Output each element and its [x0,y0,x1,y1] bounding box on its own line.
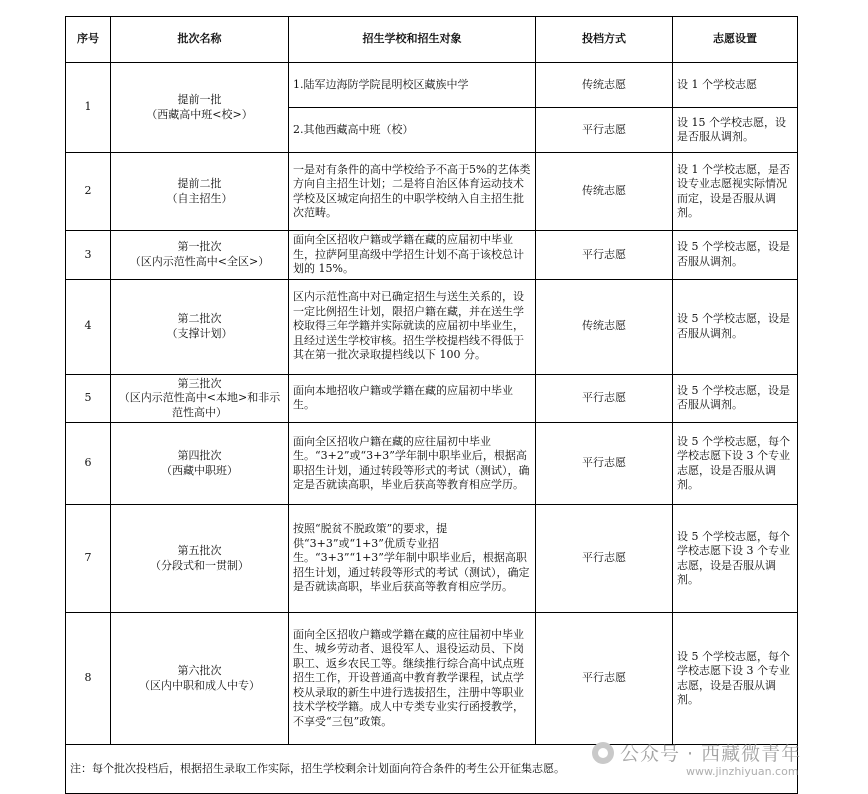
row-target: 按照“脱贫不脱政策”的要求，提供“3+3”或“1+3”优质专业招生。“3+3”“1+3”学年制中职毕业后，根据高职招生计划，通过转段等形式的考试（测试），确定是否就读高职，毕业后获高等教育相应学历。 [289,505,536,613]
row-setting: 设 1 个学校志愿 [673,63,798,108]
row-target: 面向本地招收户籍或学籍在藏的应届初中毕业生。 [289,374,536,423]
watermark [592,738,860,782]
row-target: 面向全区招收户籍或学籍在藏的应届初中毕业生，拉萨阿里高级中学招生计划不高于该校总计划的 15%。 [289,231,536,280]
table-row [66,374,798,423]
wechat-logo-icon [592,742,614,764]
admission-table [65,16,798,794]
table-row [66,505,798,613]
row-batch: 第二批次 （支撑计划） [111,279,289,374]
row-no: 7 [66,505,111,613]
row-setting: 设 5 个学校志愿，设是否服从调剂。 [673,231,798,280]
row-setting: 设 15 个学校志愿，设是否服从调剂。 [673,108,798,153]
row-batch: 提前二批 （自主招生） [111,153,289,231]
watermark-text: 公众号 · 西藏微青年 [620,743,802,765]
table-row [66,63,798,108]
row-no: 5 [66,374,111,423]
header-target: 招生学校和招生对象 [289,17,536,63]
row-target: 面向全区招收户籍或学籍在藏的应往届初中毕业生、城乡劳动者、退役军人、退役运动员、下岗职工、返乡农民工等。继续推行综合高中试点班招生工作，开设普通高中教育教学课程，试点学校从录取的新生中进行选拔招生，注册中等职业技术学校学籍。成人中专类专业实行函授教学，不享受“三包”政策。 [289,613,536,745]
table-row [66,279,798,374]
row-method: 平行志愿 [536,505,673,613]
row-setting: 设 5 个学校志愿，设是否服从调剂。 [673,374,798,423]
row-no: 3 [66,231,111,280]
row-setting: 设 1 个学校志愿，是否设专业志愿视实际情况而定，设是否服从调剂。 [673,153,798,231]
row-target: 面向全区招收户籍在藏的应往届初中毕业生。“3+2”或“3+3”学年制中职毕业后，根据高职招生计划，通过转段等形式的考试（测试），确定是否就读高职，毕业后获高等教育相应学历。 [289,423,536,505]
row-method: 平行志愿 [536,374,673,423]
row-batch: 第四批次 （西藏中职班） [111,423,289,505]
row-target: 2.其他西藏高中班（校） [289,108,536,153]
row-no: 2 [66,153,111,231]
table-row [66,153,798,231]
row-no: 1 [66,63,111,153]
row-no: 8 [66,613,111,745]
row-setting: 设 5 个学校志愿，每个学校志愿下设 3 个专业志愿，设是否服从调剂。 [673,423,798,505]
row-setting: 设 5 个学校志愿，每个学校志愿下设 3 个专业志愿，设是否服从调剂。 [673,613,798,745]
row-method: 平行志愿 [536,231,673,280]
row-batch: 第三批次 （区内示范性高中<本地>和非示范性高中） [111,374,289,423]
row-method: 平行志愿 [536,423,673,505]
row-method: 传统志愿 [536,153,673,231]
row-method: 传统志愿 [536,279,673,374]
row-method: 平行志愿 [536,613,673,745]
row-batch: 提前一批 （西藏高中班<校>） [111,63,289,153]
table-note: 注：每个批次投档后，根据招生录取工作实际，招生学校剩余计划面向符合条件的考生公开征集志愿。 [66,745,798,794]
header-batch: 批次名称 [111,17,289,63]
row-method: 传统志愿 [536,63,673,108]
row-method: 平行志愿 [536,108,673,153]
table-row [66,423,798,505]
row-target: 区内示范性高中对已确定招生与送生关系的，设一定比例招生计划，限招户籍在藏，并在送生学校取得三年学籍并实际就读的应届初中毕业生，且经过送生学校审核。招生学校提档线不得低于其在第一批次录取提档线以下 100 分。 [289,279,536,374]
row-target: 一是对有条件的高中学校给予不高于5%的艺体类方向自主招生计划；二是将自治区体育运动技术学校及区城定向招生的中职学校纳入自主招生批次范畴。 [289,153,536,231]
table-row [66,231,798,280]
header-setting: 志愿设置 [673,17,798,63]
row-batch: 第一批次 （区内示范性高中<全区>） [111,231,289,280]
row-setting: 设 5 个学校志愿，设是否服从调剂。 [673,279,798,374]
row-target: 1.陆军边海防学院昆明校区藏族中学 [289,63,536,108]
table-row [66,613,798,745]
header-method: 投档方式 [536,17,673,63]
header-no: 序号 [66,17,111,63]
row-no: 4 [66,279,111,374]
row-batch: 第五批次 （分段式和一贯制） [111,505,289,613]
row-no: 6 [66,423,111,505]
watermark-url: www.jinzhiyuan.com [686,765,799,778]
row-setting: 设 5 个学校志愿，每个学校志愿下设 3 个专业志愿，设是否服从调剂。 [673,505,798,613]
header-row [66,17,798,63]
row-batch: 第六批次 （区内中职和成人中专） [111,613,289,745]
